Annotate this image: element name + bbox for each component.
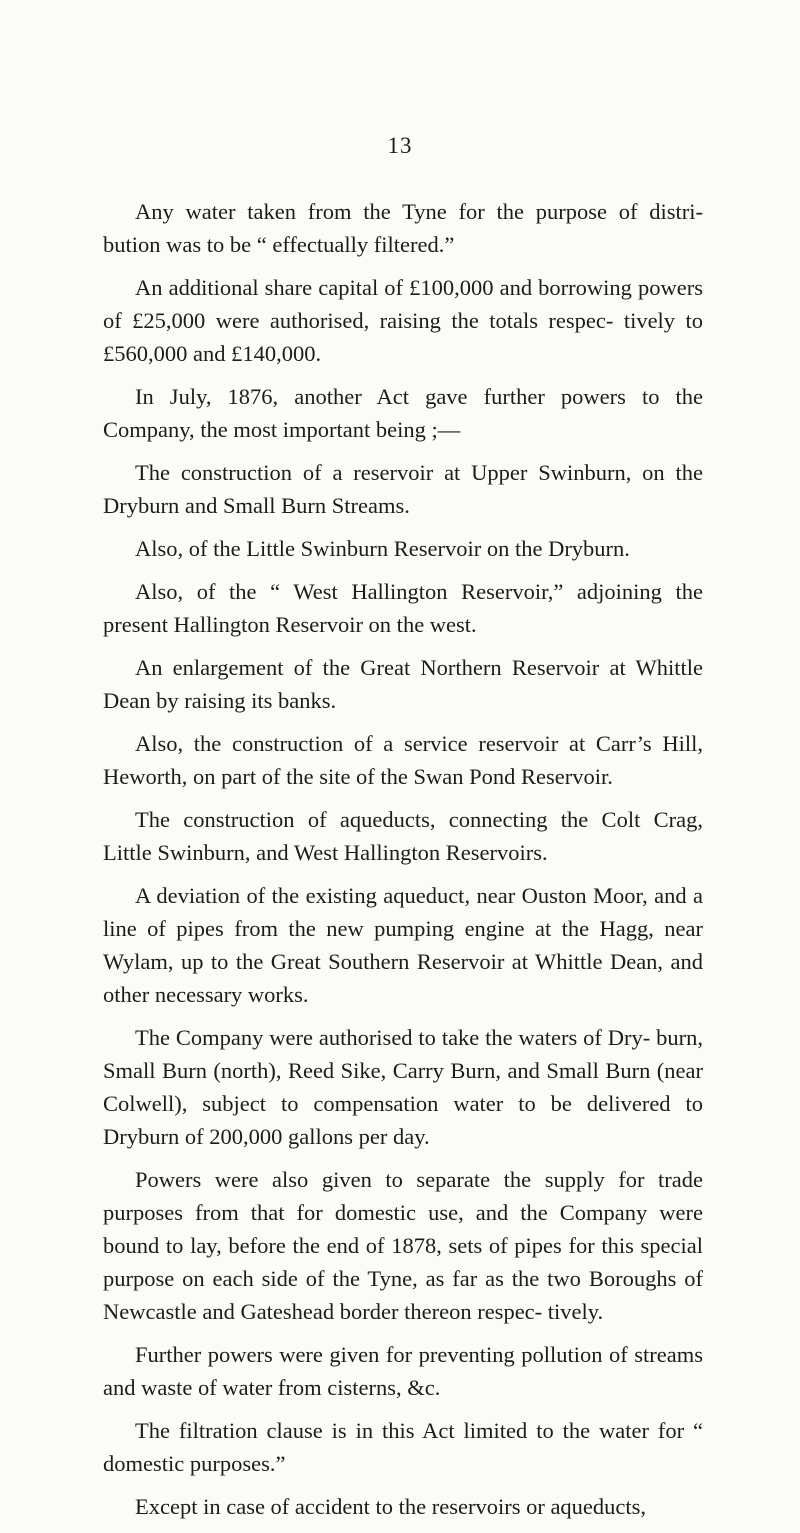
paragraph-west-hallington: Also, of the “ West Hallington Reservoir,” adjoining the present Hallington Reservoir on the west. <box>103 579 703 637</box>
paragraph-little-swinburn: Also, of the Little Swinburn Reservoir on the Dryburn. <box>135 536 630 561</box>
paragraph-great-northern: An enlargement of the Great Northern Reservoir at Whittle Dean by raising its banks. <box>103 655 703 713</box>
paragraph-filtration-clause: The filtration clause is in this Act limited to the water for “ domestic purposes.” <box>103 1418 703 1476</box>
paragraph-except-accident: Except in case of accident to the reservoirs or aqueducts, <box>135 1494 647 1519</box>
page-number: 13 <box>387 133 413 158</box>
body-text <box>103 195 703 1533</box>
paragraph-upper-swinburn: The construction of a reservoir at Upper Swinburn, on the Dryburn and Small Burn Streams. <box>103 460 703 518</box>
paragraph-act-1876: In July, 1876, another Act gave further powers to the Company, the most important being ;— <box>103 384 703 442</box>
paragraph-deviation: A deviation of the existing aqueduct, near Ouston Moor, and a line of pipes from the new pumping engine at the Hagg, near Wylam, up to the Great Southern Reservoir at Whittle Dean, and other necessary works. <box>103 883 703 1007</box>
paragraph-trade-supply: Powers were also given to separate the supply for trade purposes from that for domestic use, and the Company were bound to lay, before the end of 1878, sets of pipes for this special purpose on each side of the Tyne, as far as the two Boroughs of Newcastle and Gateshead border thereon respec- tively. <box>103 1167 703 1324</box>
paragraph-filtration: Any water taken from the Tyne for the purpose of distri- bution was to be “ effectually filtered.” <box>103 199 703 257</box>
paragraph-share-capital: An additional share capital of £100,000 and borrowing powers of £25,000 were authorised, raising the totals respec- tively to £560,000 and £140,000. <box>103 275 703 366</box>
paragraph-pollution: Further powers were given for preventing pollution of streams and waste of water from cisterns, &c. <box>103 1342 703 1400</box>
paragraph-aqueducts: The construction of aqueducts, connecting the Colt Crag, Little Swinburn, and West Hallington Reservoirs. <box>103 807 703 865</box>
paragraph-carrs-hill: Also, the construction of a service reservoir at Carr’s Hill, Heworth, on part of the site of the Swan Pond Reservoir. <box>103 731 703 789</box>
paragraph-waters: The Company were authorised to take the waters of Dry- burn, Small Burn (north), Reed Sike, Carry Burn, and Small Burn (near Colwell), subject to compensation water to be delivered to Dryburn of 200,000 gallons per day. <box>103 1025 703 1149</box>
